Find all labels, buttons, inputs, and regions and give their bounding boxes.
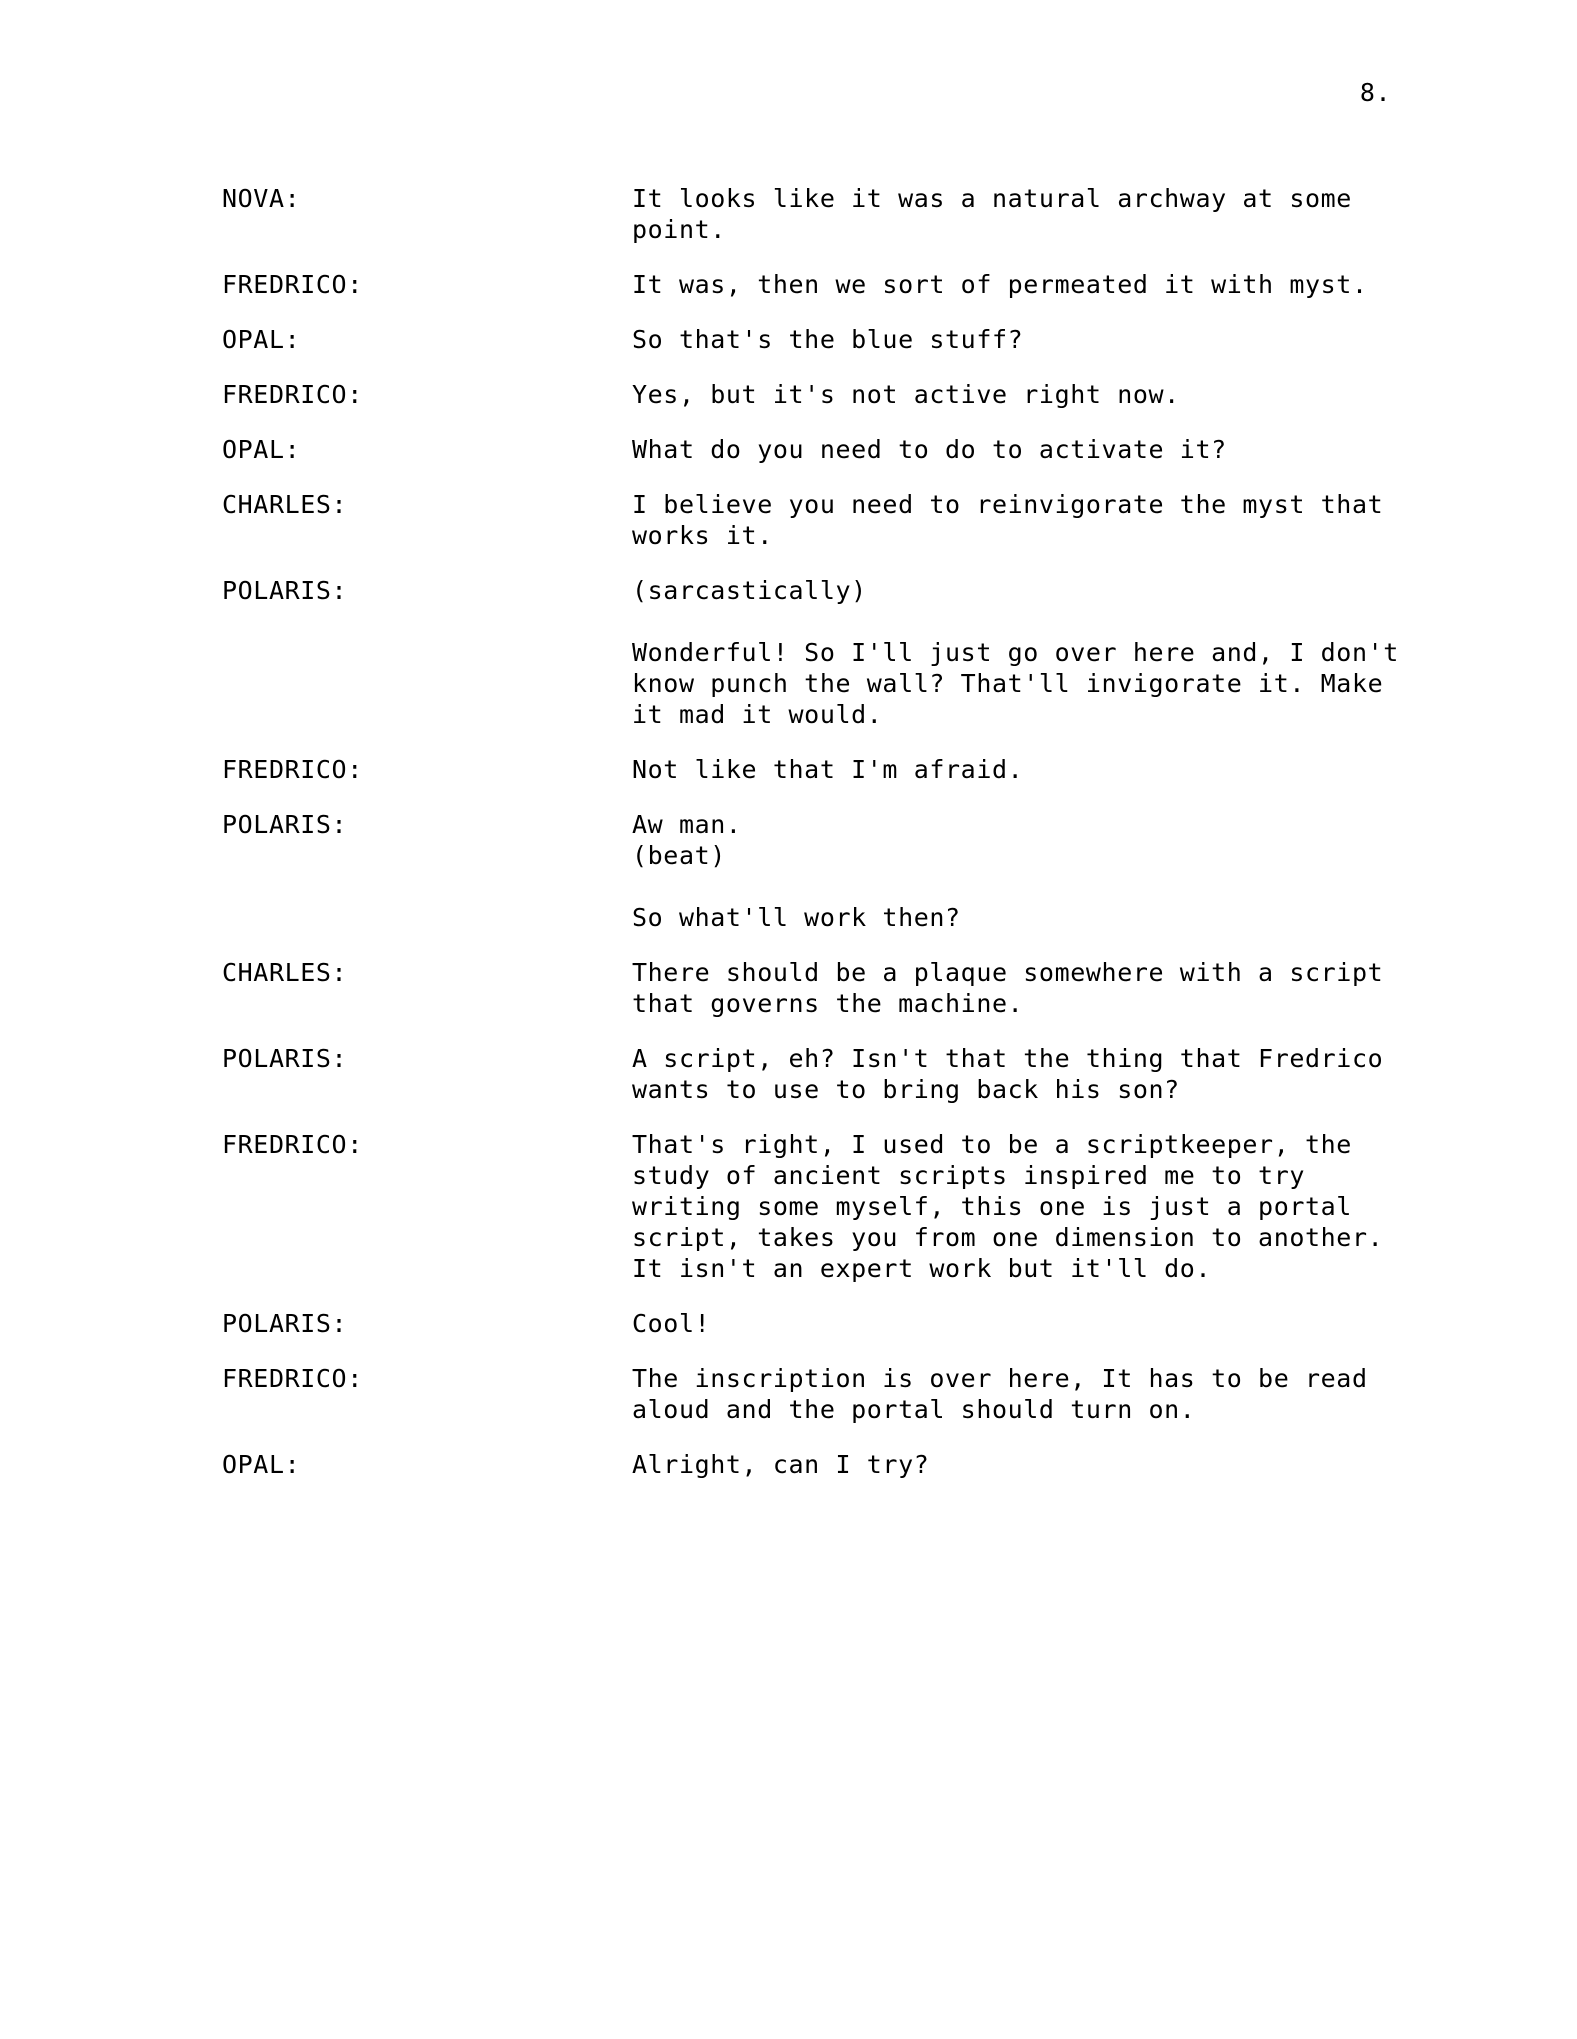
dialogue-text [632, 957, 1402, 1019]
dialogue-entry [222, 1043, 1402, 1105]
dialogue-paragraph: Aw man. [632, 810, 742, 839]
dialogue-text [632, 1308, 1402, 1339]
dialogue-entry [222, 1449, 1402, 1480]
character-name: POLARIS: [222, 810, 348, 839]
character-name: FREDRICO: [222, 380, 363, 409]
dialogue-text [632, 809, 1402, 933]
dialogue-entry [222, 1129, 1402, 1284]
dialogue-entry [222, 379, 1402, 410]
character-name: CHARLES: [222, 490, 348, 519]
dialogue-text [632, 754, 1402, 785]
dialogue-paragraph: Not like that I'm afraid. [632, 755, 1024, 784]
dialogue-text [632, 183, 1402, 245]
dialogue-entry [222, 754, 1402, 785]
dialogue-paragraph: The inscription is over here, It has to be read aloud and the portal should turn on. [632, 1364, 1384, 1424]
dialogue-paragraph: Alright, can I try? [632, 1450, 930, 1479]
page-number: 8. [1359, 78, 1391, 107]
dialogue-paragraph: A script, eh? Isn't that the thing that Fredrico wants to use to bring back his son? [632, 1044, 1399, 1104]
dialogue-text [632, 379, 1402, 410]
character-name: OPAL: [222, 435, 301, 464]
character-name: POLARIS: [222, 576, 348, 605]
dialogue-paragraph: It looks like it was a natural archway at some point. [632, 184, 1368, 244]
dialogue-text [632, 324, 1402, 355]
dialogue-entry [222, 489, 1402, 551]
dialogue-text [632, 1043, 1402, 1105]
dialogue-paragraph: I believe you need to reinvigorate the myst that works it. [632, 490, 1399, 550]
dialogue-entry [222, 575, 1415, 730]
dialogue-entry [222, 324, 1402, 355]
dialogue-entry [222, 434, 1402, 465]
character-name: FREDRICO: [222, 755, 363, 784]
dialogue-text [632, 269, 1402, 300]
character-name: CHARLES: [222, 958, 348, 987]
dialogue-entry [222, 269, 1402, 300]
character-name: OPAL: [222, 1450, 301, 1479]
dialogue-text [632, 1449, 1402, 1480]
dialogue-text [632, 434, 1402, 465]
character-name: POLARIS: [222, 1309, 348, 1338]
dialogue-entry [222, 183, 1402, 245]
character-name: FREDRICO: [222, 1364, 363, 1393]
character-name: POLARIS: [222, 1044, 348, 1073]
dialogue-paragraph: So that's the blue stuff? [632, 325, 1024, 354]
dialogue-paragraph: (beat) [632, 841, 726, 870]
character-name: FREDRICO: [222, 270, 363, 299]
dialogue-entry [222, 957, 1402, 1019]
dialogue-paragraph: So what'll work then? [632, 903, 961, 932]
dialogue-paragraph: It was, then we sort of permeated it with myst. [632, 270, 1368, 299]
character-name: NOVA: [222, 184, 301, 213]
dialogue-text [632, 1129, 1402, 1284]
dialogue-entry [222, 1363, 1402, 1425]
dialogue-paragraph: That's right, I used to be a scriptkeeper, the study of ancient scripts inspired me to try writing some myself, this one is just a portal script, takes you from one dimension to another. It isn't an expert work but it'll do. [632, 1130, 1399, 1283]
dialogue-paragraph: (sarcastically) [632, 576, 867, 605]
dialogue-text [632, 489, 1402, 551]
dialogue-list [222, 183, 1415, 1504]
dialogue-entry [222, 809, 1402, 933]
dialogue-paragraph: Wonderful! So I'll just go over here and, I don't know punch the wall? That'll invigorate it. Make it mad it would. [632, 638, 1415, 729]
dialogue-text [632, 1363, 1402, 1425]
character-name: FREDRICO: [222, 1130, 363, 1159]
dialogue-paragraph: Cool! [632, 1309, 711, 1338]
dialogue-paragraph: What do you need to do to activate it? [632, 435, 1227, 464]
dialogue-paragraph: There should be a plaque somewhere with a script that governs the machine. [632, 958, 1399, 1018]
dialogue-paragraph: Yes, but it's not active right now. [632, 380, 1180, 409]
dialogue-entry [222, 1308, 1402, 1339]
character-name: OPAL: [222, 325, 301, 354]
dialogue-text [632, 575, 1415, 730]
